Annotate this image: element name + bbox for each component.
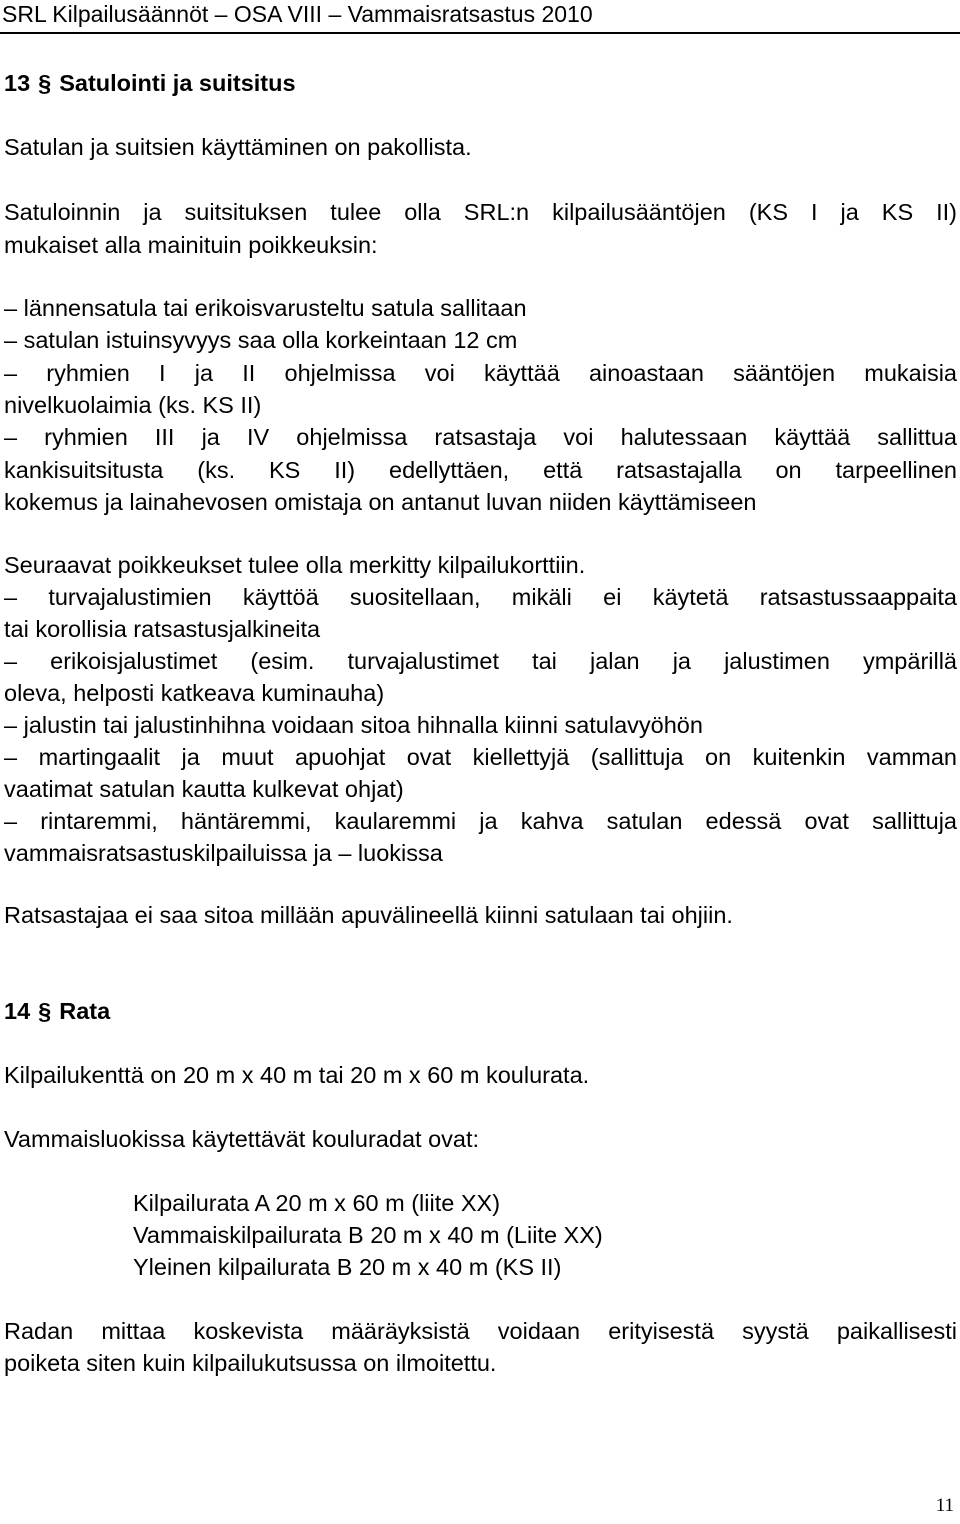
track-list-item: Kilpailurata A 20 m x 60 m (liite XX) <box>133 1190 501 1216</box>
list-item-continuation: vammaisratsastuskilpailuissa ja – luokissa <box>4 840 443 866</box>
running-header: SRL Kilpailusäännöt – OSA VIII – Vammaisratsastus 2010 <box>2 1 593 27</box>
paragraph-line: mukaiset alla mainituin poikkeuksin: <box>4 232 378 258</box>
paragraph-line: Ratsastajaa ei saa sitoa millään apuvälineellä kiinni satulaan tai ohjiin. <box>4 902 733 928</box>
paragraph-line: Satulan ja suitsien käyttäminen on pakollista. <box>4 134 472 160</box>
list-item-continuation: kokemus ja lainahevosen omistaja on antanut luvan niiden käyttämiseen <box>4 489 757 515</box>
section-number: 14 <box>4 998 31 1024</box>
list-item-continuation: tai korollisia ratsastusjalkineita <box>4 616 321 642</box>
page-number: 11 <box>935 1495 954 1516</box>
paragraph-line: Radan mittaa koskevista määräyksistä voidaan erityisestä syystä paikallisesti <box>4 1318 957 1344</box>
paragraph-line: Satuloinnin ja suitsituksen tulee olla SRL:n kilpailusääntöjen (KS I ja KS II) <box>4 199 957 225</box>
section-number: 13 <box>4 70 31 96</box>
section-symbol: § <box>38 70 52 96</box>
list-item: – martingaalit ja muut apuohjat ovat kiellettyjä (sallittuja on kuitenkin vamman <box>4 744 957 770</box>
list-item: – jalustin tai jalustinhihna voidaan sitoa hihnalla kiinni satulavyöhön <box>4 712 703 738</box>
list-item: – satulan istuinsyvyys saa olla korkeintaan 12 cm <box>4 327 518 353</box>
track-list-item: Vammaiskilpailurata B 20 m x 40 m (Liite XX) <box>133 1222 603 1248</box>
list-item: – ryhmien III ja IV ohjelmissa ratsastaja voi halutessaan käyttää sallittua <box>4 424 957 450</box>
paragraph-line: poiketa siten kuin kilpailukutsussa on ilmoitettu. <box>4 1350 497 1376</box>
paragraph-line: Seuraavat poikkeukset tulee olla merkitty kilpailukorttiin. <box>4 552 586 578</box>
section-symbol: § <box>38 998 52 1024</box>
section-title: Rata <box>59 998 111 1024</box>
header-rule <box>0 32 960 34</box>
paragraph-line: Vammaisluokissa käytettävät kouluradat ovat: <box>4 1126 480 1152</box>
list-item-continuation: vaatimat satulan kautta kulkevat ohjat) <box>4 776 404 802</box>
track-list-item: Yleinen kilpailurata B 20 m x 40 m (KS II) <box>133 1254 562 1280</box>
section-13-heading <box>4 68 296 98</box>
list-item-continuation: oleva, helposti katkeava kuminauha) <box>4 680 385 706</box>
list-item: – lännensatula tai erikoisvarusteltu satula sallitaan <box>4 295 527 321</box>
section-14-heading <box>4 996 110 1026</box>
list-item-continuation: kankisuitsitusta (ks. KS II) edellyttäen, että ratsastajalla on tarpeellinen <box>4 457 957 483</box>
list-item: – rintaremmi, häntäremmi, kaularemmi ja kahva satulan edessä ovat sallittuja <box>4 808 957 834</box>
section-title: Satulointi ja suitsitus <box>59 70 296 96</box>
list-item: – turvajalustimien käyttöä suositellaan, mikäli ei käytetä ratsastussaappaita <box>4 584 957 610</box>
list-item: – ryhmien I ja II ohjelmissa voi käyttää ainoastaan sääntöjen mukaisia <box>4 360 957 386</box>
list-item: – erikoisjalustimet (esim. turvajalustimet tai jalan ja jalustimen ympärillä <box>4 648 957 674</box>
paragraph-line: Kilpailukenttä on 20 m x 40 m tai 20 m x 60 m koulurata. <box>4 1062 590 1088</box>
list-item-continuation: nivelkuolaimia (ks. KS II) <box>4 392 262 418</box>
